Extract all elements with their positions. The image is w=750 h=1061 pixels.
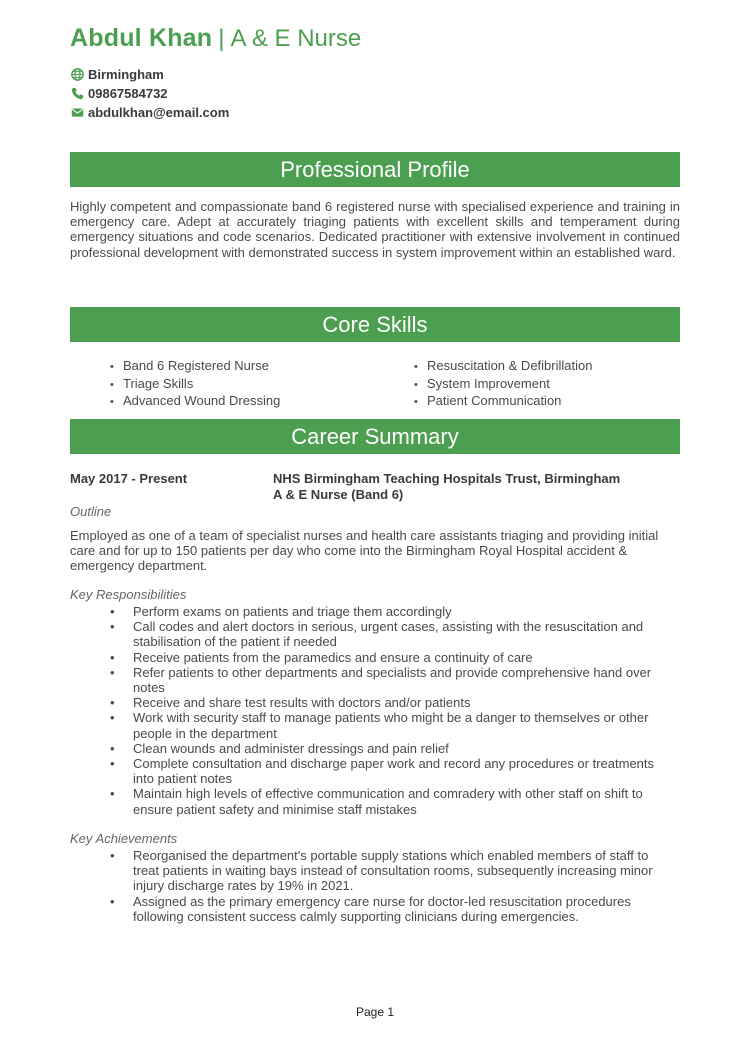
skill-item: • Band 6 Registered Nurse <box>110 358 280 376</box>
list-item: • Call codes and alert doctors in serious, urgent cases, assisting with the resuscitation and stabilisation of the patient if needed <box>110 619 675 649</box>
achievements-label: Key Achievements <box>70 831 178 846</box>
skill-item: • Triage Skills <box>110 376 280 394</box>
job-position: A & E Nurse (Band 6) <box>273 487 404 502</box>
globe-icon <box>70 68 84 82</box>
candidate-role: A & E Nurse <box>230 25 362 52</box>
outline-text: Employed as one of a team of specialist nurses and health care assistants triaging and providing initial care and for up to 150 patients per day who come into the Birmingham Royal Hospital accident & emergency department. <box>70 528 659 574</box>
phone-text: 09867584732 <box>88 86 168 101</box>
candidate-name: Abdul Khan <box>70 24 213 52</box>
contact-email <box>70 105 229 120</box>
profile-text: Highly competent and compassionate band 6 registered nurse with specialised experience and training in emergency care. Adept at accurately triaging patients with excellent skills and temperament during emergency situations and code scenarios. Dedicated practitioner with extensive involvement in continued professional development with demonstrated success in system improvement within an established ward. <box>70 199 680 260</box>
list-item: • Clean wounds and administer dressings and pain relief <box>110 741 675 756</box>
skill-item: • Resuscitation & Defibrillation <box>414 358 592 376</box>
contact-location <box>70 67 164 82</box>
skill-item: • System Improvement <box>414 376 592 394</box>
skill-item: • Advanced Wound Dressing <box>110 393 280 411</box>
envelope-icon <box>70 106 84 120</box>
responsibilities-list <box>110 604 675 817</box>
outline-label: Outline <box>70 504 112 519</box>
responsibilities-label: Key Responsibilities <box>70 587 187 602</box>
skill-item: • Patient Communication <box>414 393 592 411</box>
contact-phone <box>70 86 168 101</box>
list-item: • Work with security staff to manage patients who might be a danger to themselves or other people in the department <box>110 710 675 740</box>
list-item: • Assigned as the primary emergency care nurse for doctor-led resuscitation procedures following consistent success calmly supporting clinicians during emergencies. <box>110 894 675 924</box>
job-employer: NHS Birmingham Teaching Hospitals Trust, Birmingham <box>273 471 621 486</box>
list-item: • Receive and share test results with doctors and/or patients <box>110 695 675 710</box>
location-text: Birmingham <box>88 67 164 82</box>
list-item: • Complete consultation and discharge paper work and record any procedures or treatments into patient notes <box>110 756 675 786</box>
section-heading-career: Career Summary <box>70 419 680 454</box>
list-item: • Maintain high levels of effective communication and comradery with other staff on shift to ensure patient safety and minimise staff mistakes <box>110 786 675 816</box>
job-dates: May 2017 - Present <box>70 471 188 486</box>
list-item: • Receive patients from the paramedics and ensure a continuity of care <box>110 650 675 665</box>
section-heading-skills: Core Skills <box>70 307 680 342</box>
skills-column-right <box>414 358 592 411</box>
achievements-list <box>110 848 675 924</box>
skills-column-left <box>110 358 280 411</box>
email-text: abdulkhan@email.com <box>88 105 230 120</box>
header-separator: | <box>218 25 225 52</box>
page-number: Page 1 <box>355 1005 395 1019</box>
list-item: • Refer patients to other departments and specialists and provide comprehensive hand over notes <box>110 665 675 695</box>
list-item: • Reorganised the department's portable supply stations which enabled members of staff to treat patients in waiting bays instead of consultation rooms, subsequently increasing minor injury discharge rates by 19% in 2021. <box>110 848 675 894</box>
resume-header <box>70 24 361 53</box>
section-heading-profile: Professional Profile <box>70 152 680 187</box>
job-employer-block <box>273 471 620 503</box>
phone-icon <box>70 87 84 101</box>
list-item: • Perform exams on patients and triage them accordingly <box>110 604 675 619</box>
